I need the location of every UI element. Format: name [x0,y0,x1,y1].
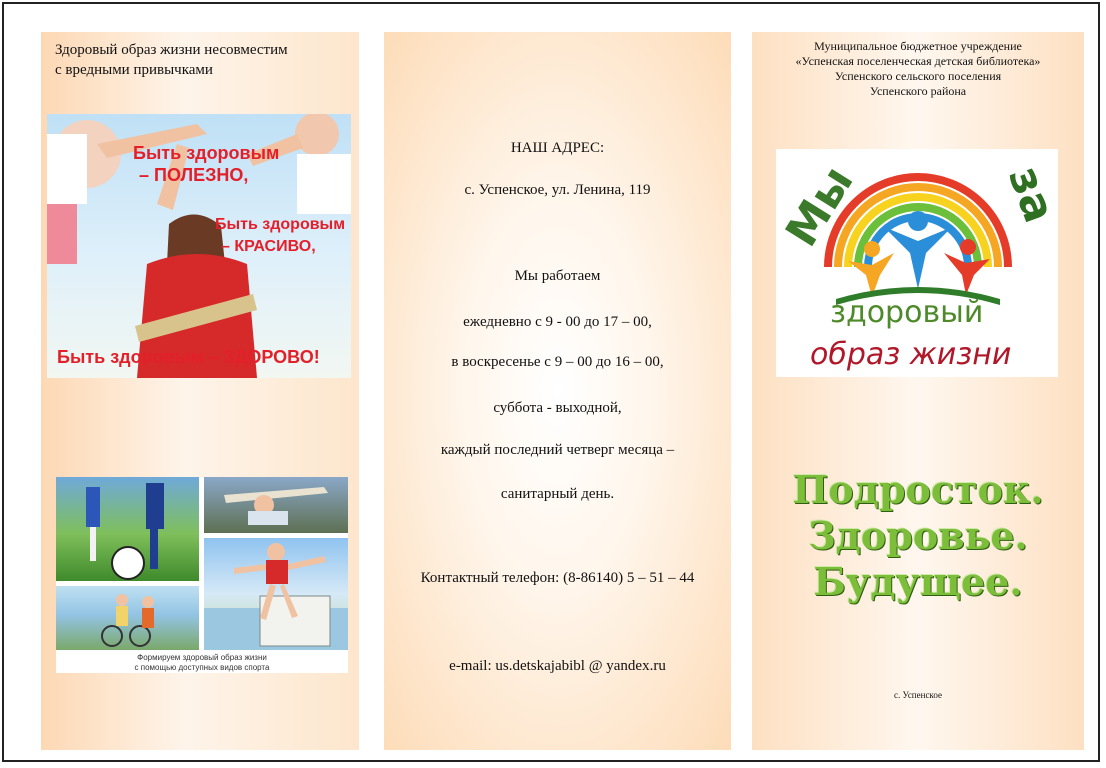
title-future: Будущее. [813,559,1023,604]
football-illustration [56,477,199,581]
football-photo [56,477,199,581]
left-heading-line1: Здоровый образ жизни несовместим [55,42,288,58]
hours-label: Мы работаем [514,268,601,284]
org-line2: «Успенская поселенческая детская библиотека» [795,54,1041,68]
hours-daily: ежедневно с 9 - 00 до 17 – 00, [463,314,652,330]
cycling-photo [56,586,199,650]
org-line1: Муниципальное бюджетное учреждение [814,39,1022,53]
org-line4: Успенского района [869,84,967,98]
healthy-slogan-photo [47,114,351,378]
logo-lifestyle: образ жизни [810,337,1012,372]
logo-healthy: здоровый [830,295,984,330]
organization-name [752,39,1084,99]
jumping-girl-photo [204,538,348,650]
left-heading-line2: с вредными привычками [55,62,213,78]
middle-panel [384,32,731,750]
left-panel [41,32,359,750]
gym-illustration [204,477,348,533]
title-health: Здоровье. [808,513,1028,558]
logo-word-we: Мы [776,157,864,256]
slogan-useful-line1: Быть здоровым [133,143,280,163]
left-heading [55,40,355,80]
sports-collage [56,477,348,673]
collage-caption [56,653,348,673]
brochure-frame [2,2,1100,762]
slogan-beautiful [215,214,345,258]
collage-caption-line2: с помощью доступных видов спорта [134,663,270,672]
logo-word-for: за [998,159,1066,230]
contact-email: e-mail: us.detskajabibl @ yandex.ru [449,658,666,674]
jumping-girl-illustration [204,538,348,650]
address-label: НАШ АДРЕС: [510,140,605,156]
slogan-useful-line2: – ПОЛЕЗНО, [139,165,249,185]
slogan-useful [133,142,279,186]
slogan-healthy: Быть здоровым – ЗДОРОВО! [57,347,320,367]
hours-sunday: в воскресенье с 9 – 00 до 16 – 00, [451,354,664,370]
sanitary-day-note: санитарный день. [500,486,615,502]
slogan-beautiful-line2: – КРАСИВО, [221,238,316,255]
last-thursday-note: каждый последний четверг месяца – [440,442,675,458]
contact-phone: Контактный телефон: (8-86140) 5 – 51 – 44 [420,570,695,586]
gym-photo [204,477,348,533]
address: с. Успенское, ул. Ленина, 119 [464,182,651,198]
village-name: с. Успенское [894,690,942,700]
cycling-illustration [56,586,199,650]
healthy-lifestyle-logo [776,149,1066,377]
right-panel [752,32,1084,750]
org-line3: Успенского сельского поселения [834,69,1002,83]
saturday-note: суббота - выходной, [493,400,622,416]
slogan-beautiful-line1: Быть здоровым [215,216,346,233]
collage-caption-line1: Формируем здоровый образ жизни [137,653,267,662]
title-teenager: Подросток. [792,467,1044,512]
